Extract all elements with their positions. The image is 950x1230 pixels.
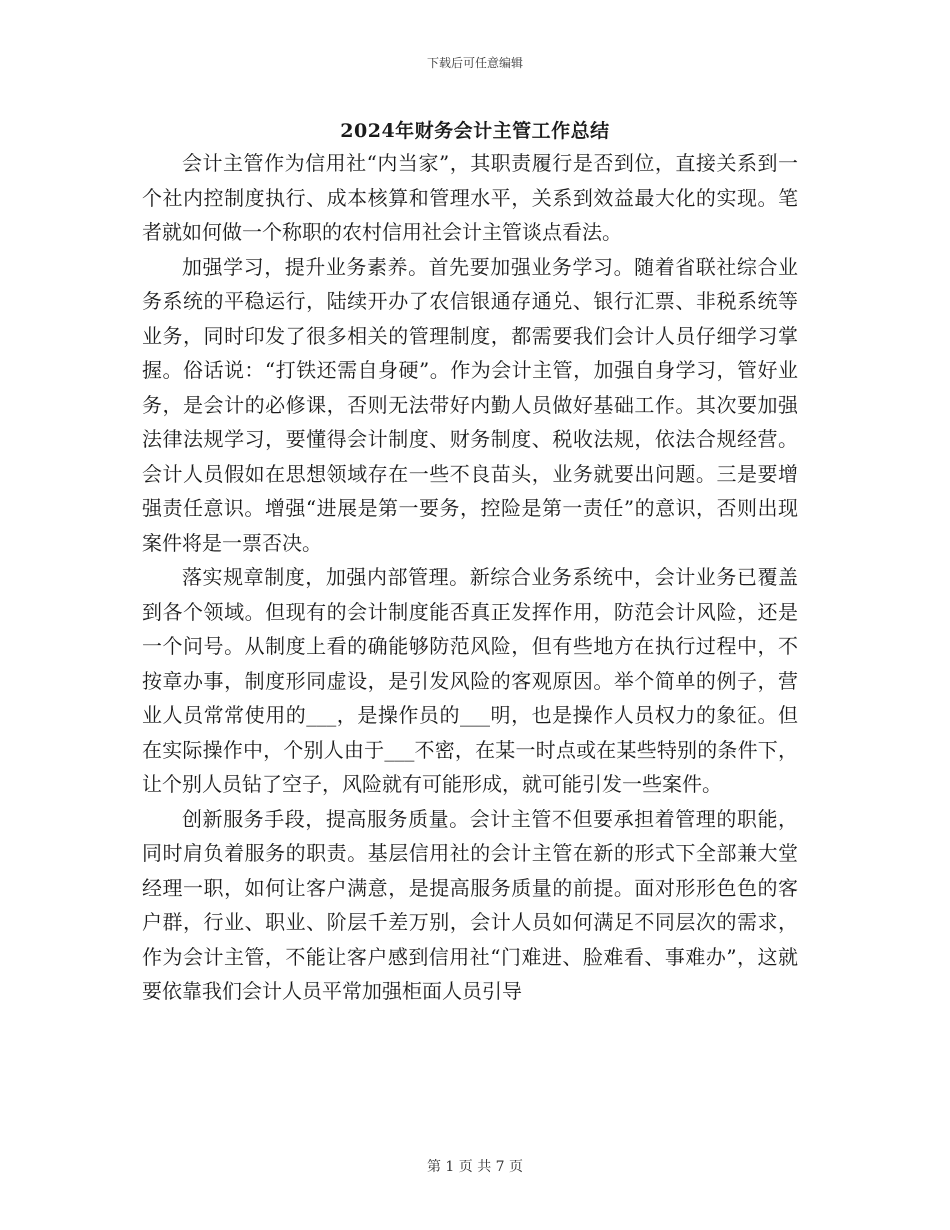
document-title: 2024年财务会计主管工作总结 [340, 120, 610, 142]
paragraph-service: 创新服务手段，提高服务质量。会计主管不但要承担着管理的职能，同时肩负着服务的职责。基层信用社的会计主管在新的形式下全部兼大堂经理一职，如何让客户满意，是提高服务质量的前提。面对形形色色的客户群，行业、职业、阶层千差万别，会计人员如何满足不同层次的需求，作为会计主管，不能让客户感到信用社“门难进、脸难看、事难办”，这就要依靠我们会计人员平常加强柜面人员引导 [142, 806, 798, 1003]
paragraph-intro: 会计主管作为信用社“内当家”，其职责履行是否到位，直接关系到一个社内控制度执行、成本核算和管理水平，关系到效益最大化的实现。笔者就如何做一个称职的农村信用社会计主管谈点看法。 [142, 151, 798, 244]
paragraph-study: 加强学习，提升业务素养。首先要加强业务学习。随着省联社综合业务系统的平稳运行，陆续开办了农信银通存通兑、银行汇票、非税系统等业务，同时印发了很多相关的管理制度，都需要我们会计人员仔细学习掌握。俗话说：“打铁还需自身硬”。作为会计主管，加强自身学习，管好业务，是会计的必修课，否则无法带好内勤人员做好基础工作。其次要加强法律法规学习，要懂得会计制度、财务制度、税收法规，依法合规经营。会计人员假如在思想领域存在一些不良苗头，业务就要出问题。三是要增强责任意识。增强“进展是第一要务，控险是第一责任”的意识，否则出现案件将是一票否决。 [142, 254, 798, 555]
page-footer-info: 第 1 页 共 7 页 [426, 1159, 524, 1175]
document-body [142, 146, 798, 1009]
paragraph-rules: 落实规章制度，加强内部管理。新综合业务系统中，会计业务已覆盖到各个领域。但现有的会计制度能否真正发挥作用，防范会计风险，还是一个问号。从制度上看的确能够防范风险，但有些地方在执行过程中，不按章办事，制度形同虚设，是引发风险的客观原因。举个简单的例子，营业人员常常使用的___，是操作员的___明，也是操作人员权力的象征。但在实际操作中，个别人由于___不密，在某一时点或在某些特别的条件下，让个别人员钻了空子，风险就有可能形成，就可能引发一些案件。 [142, 565, 798, 796]
page-header-note: 下载后可任意编辑 [426, 56, 523, 70]
